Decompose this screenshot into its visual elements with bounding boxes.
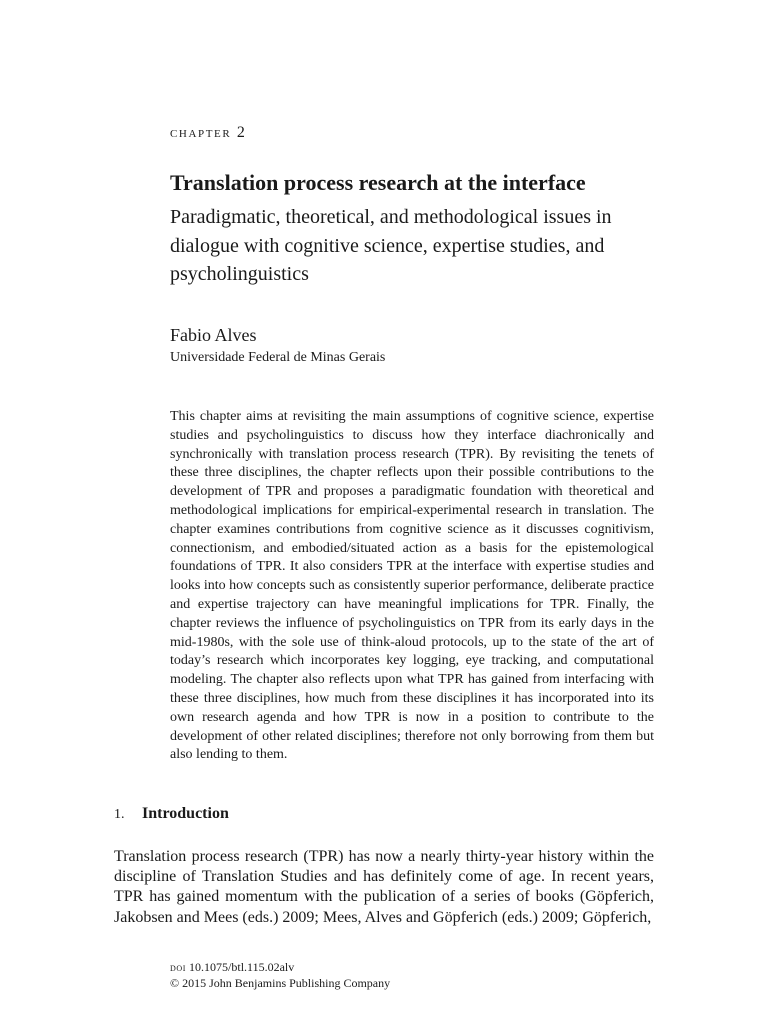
doi-line xyxy=(170,959,390,975)
author-affiliation: Universidade Federal de Minas Gerais xyxy=(170,350,386,365)
intro-paragraph: Translation process research (TPR) has now a nearly thirty-year history within the discipline of Translation Studies and has definitely come of age. In recent years, TPR has gained momentum with the publication of a series of books (Göpferich, Jakobsen and Mees (eds.) 2009; Mees, Alves and Göpferich (eds.) 2009; Göpferich, xyxy=(114,848,654,926)
abstract-paragraph: This chapter aims at revisiting the main assumptions of cognitive science, expertise studies and psycholinguistics to discuss how they interface diachronically and synchronically with translation process research (TPR). By revisiting the tenets of these three disciplines, the chapter reflects upon their possible contributions to the development of TPR and proposes a paradigmatic foundation with theoretical and methodological implications for empirical-experimental research in translation. The chapter examines contributions from cognitive science as it discusses cognitivism, connectionism, and embodied/situated action as a basis for the epistemological foundations of TPR. It also considers TPR at the interface with expertise studies and looks into how concepts such as consistently superior performance, deliberate practice and expertise trajectory can have meaningful implications for TPR. Finally, the chapter reviews the influence of psycholinguistics on TPR from its early days in the mid-1980s, with the sole use of think-aloud protocols, up to the state of the art of today’s research which incorporates key logging, eye tracking, and computational modeling. The chapter also reflects upon what TPR has gained from interfacing with these three disciplines, how much from these disciplines it has incorporated into its own research agenda and how TPR is now in a position to contribute to the development of other related disciplines; therefore not only borrowing from them but also lending to them. xyxy=(170,409,655,763)
chapter-subtitle: Paradigmatic, theoretical, and methodological issues in dialogue with cognitive science, expertise studies, and psycholinguistics xyxy=(170,206,612,285)
chapter-title: Translation process research at the interface xyxy=(170,170,586,195)
copyright-line: © 2015 John Benjamins Publishing Company xyxy=(170,976,391,990)
doi-value: 10.1075/btl.115.02alv xyxy=(189,960,295,974)
author-name: Fabio Alves xyxy=(170,325,257,345)
doi-label: doi xyxy=(170,960,187,974)
chapter-label: chapter 2 xyxy=(170,124,247,141)
page-footer xyxy=(170,959,390,991)
section-number: 1. xyxy=(114,807,125,822)
section-heading xyxy=(114,805,229,823)
section-title: Introduction xyxy=(142,805,229,822)
